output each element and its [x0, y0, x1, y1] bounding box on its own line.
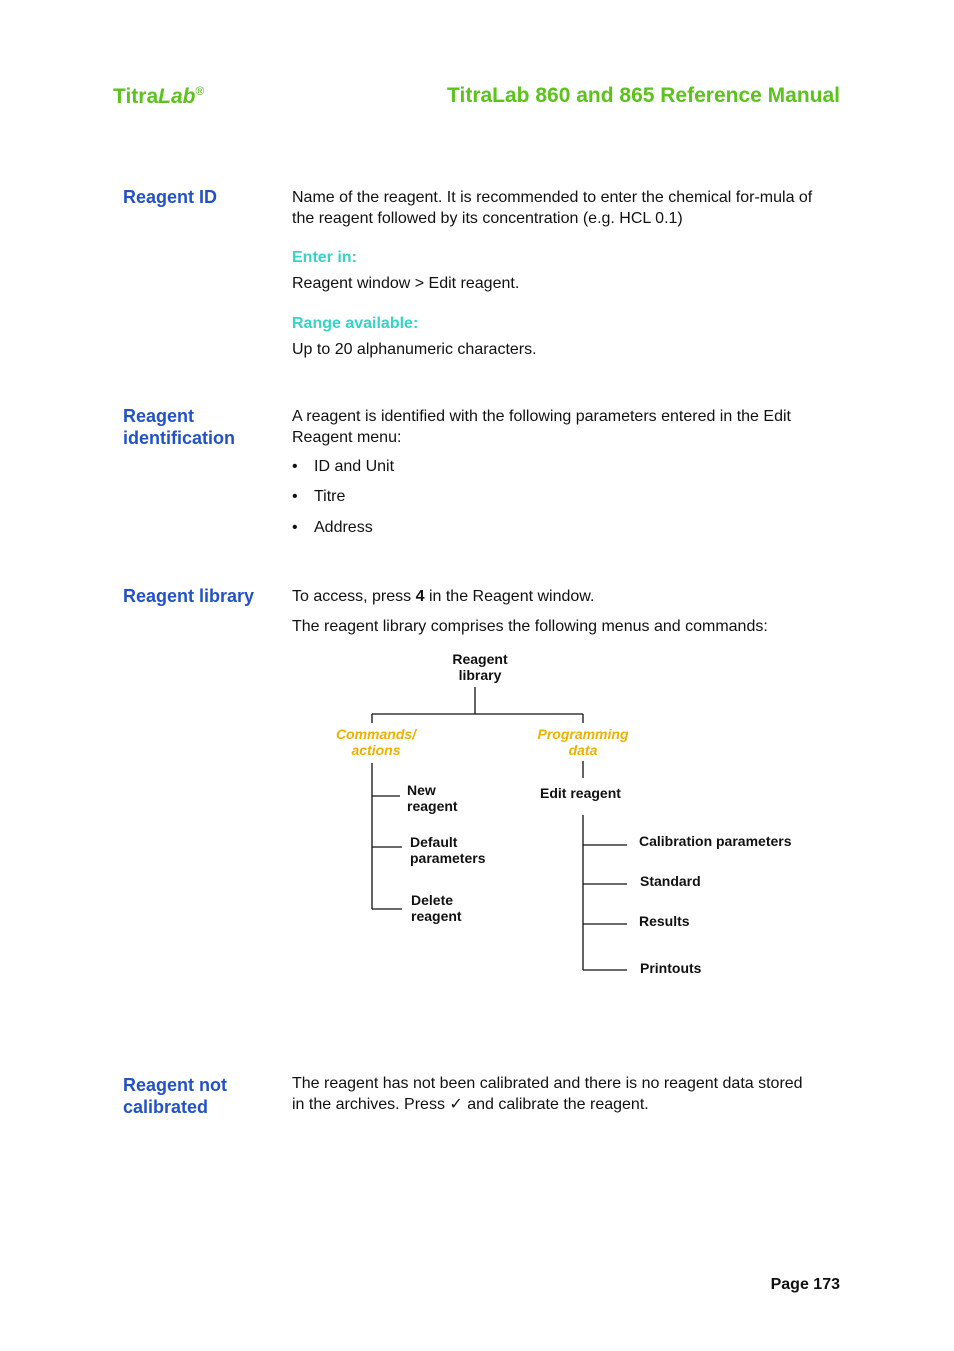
enter-in-label: Enter in: [292, 249, 357, 266]
brand-prefix: Titra [113, 85, 159, 108]
tree-node-default-parameters: Default parameters [410, 834, 486, 866]
key-4: 4 [415, 588, 425, 605]
bullet-item: • Address [292, 519, 373, 536]
tree-category-programming: Programming data [537, 726, 629, 758]
bullet-item-label: ID and Unit [314, 458, 395, 475]
section-heading-reagent-not-calibrated: Reagent not calibrated [123, 1075, 228, 1117]
tree-node-results: Results [639, 913, 690, 929]
bullet-item-label: Address [314, 519, 373, 536]
tree-node-delete-reagent: Delete reagent [411, 892, 462, 924]
tree-node-printouts: Printouts [640, 960, 702, 976]
tree-node-standard: Standard [640, 873, 701, 889]
section-heading-reagent-id: Reagent ID [123, 187, 218, 207]
tree-category-commands: Commands/ actions [335, 726, 417, 758]
reagent-library-access: To access, press 4 in the Reagent window. [292, 588, 595, 605]
section-heading-reagent-library: Reagent library [123, 586, 255, 606]
reagent-not-calibrated-description: The reagent has not been calibrated and there is no reagent data stored in the archives. Press ✓ and calibrate the reagent. [292, 1075, 803, 1113]
brand-registered-mark: ® [195, 84, 205, 98]
range-available-label: Range available: [292, 315, 419, 332]
enter-in-value: Reagent window > Edit reagent. [292, 275, 520, 292]
brand-italic: Lab [158, 85, 196, 108]
bullet-item: • ID and Unit [292, 458, 395, 475]
manual-title: TitraLab 860 and 865 Reference Manual [447, 84, 840, 107]
reagent-identification-description: A reagent is identified with the following parameters entered in the Edit Reagent menu: [292, 408, 791, 446]
tree-node-edit-reagent: Edit reagent [540, 785, 621, 801]
page-number: Page 173 [770, 1276, 840, 1293]
reagent-library-description: The reagent library comprises the following menus and commands: [292, 618, 768, 635]
section-heading-reagent-identification: Reagent identification [123, 406, 235, 448]
tree-root-reagent-library: Reagent library [452, 651, 508, 683]
tree-node-new-reagent: New reagent [407, 782, 458, 814]
reagent-id-description: Name of the reagent. It is recommended to enter the chemical for-mula of the reagent followed by its concentration (e.g. HCL 0.1) [292, 189, 813, 227]
bullet-item-label: Titre [314, 488, 346, 505]
range-available-value: Up to 20 alphanumeric characters. [292, 341, 537, 358]
tree-node-calibration-parameters: Calibration parameters [639, 833, 792, 849]
bullet-item: • Titre [292, 488, 346, 505]
